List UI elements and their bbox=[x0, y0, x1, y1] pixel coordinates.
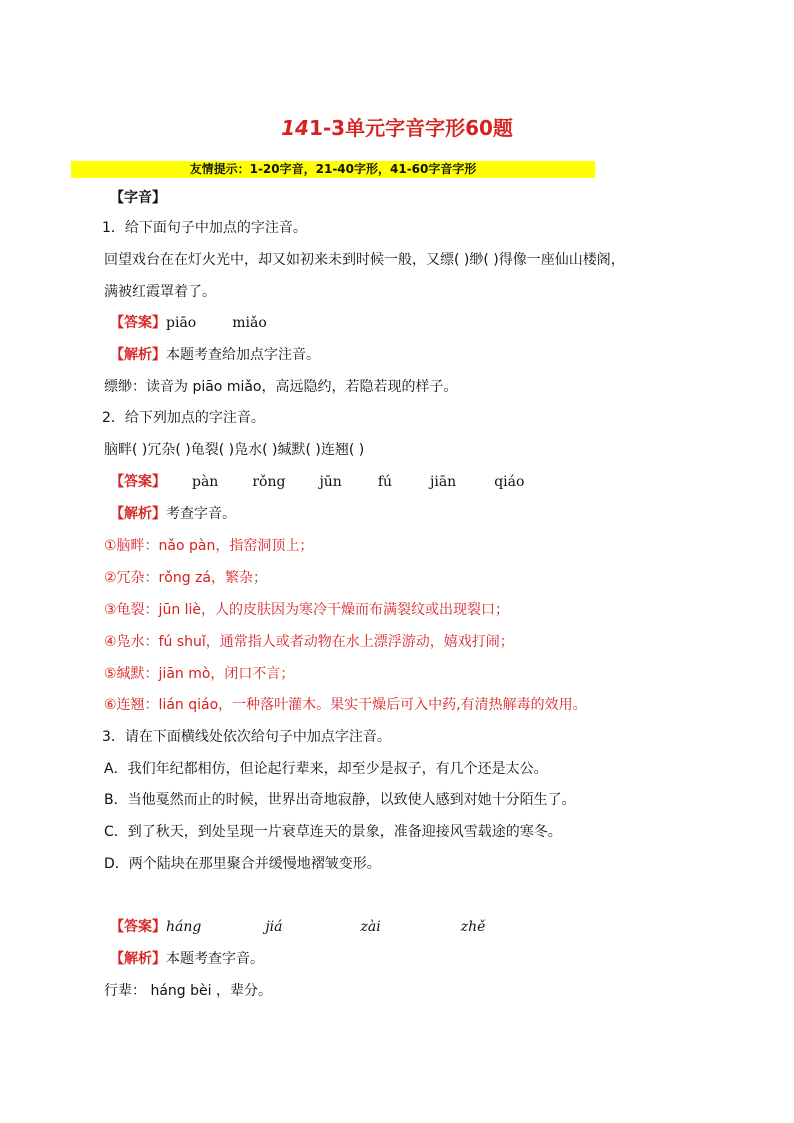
q1-text-line2: 满被红霞罩着了。 bbox=[104, 284, 216, 300]
answer-pinyin-6: qiáo bbox=[494, 474, 525, 490]
tip-banner: 友情提示：1-20字音，21-40字形，41-60字音字形 bbox=[71, 161, 595, 178]
q3-answer bbox=[110, 917, 485, 937]
answer-pinyin-2: jiá bbox=[265, 919, 283, 935]
q1-note: 缥缈：读音为 piāo miǎo，高远隐约，若隐若现的样子。 bbox=[104, 379, 458, 395]
analysis-text: 本题考查字音。 bbox=[166, 951, 264, 967]
q2-note-3: ③龟裂：jūn liè，人的皮肤因为寒冷干燥而布满裂纹或出现裂口； bbox=[104, 602, 510, 618]
q2-stem: 2．给下列加点的字注音。 bbox=[102, 410, 265, 426]
q2-note-5: ⑤缄默：jiān mò，闭口不言； bbox=[104, 666, 295, 682]
q2-note-1: ①脑畔：nǎo pàn，指窑洞顶上； bbox=[104, 538, 314, 554]
answer-label: 【答案】 bbox=[110, 474, 166, 490]
analysis-label: 【解析】 bbox=[110, 347, 166, 363]
answer-pinyin-4: zhě bbox=[460, 919, 486, 935]
q3-option-d: D．两个陆块在那里聚合并缓慢地褶皱变形。 bbox=[104, 856, 381, 872]
q2-answer bbox=[110, 472, 524, 492]
q1-answer bbox=[110, 313, 267, 333]
q3-option-c: C．到了秋天，到处呈现一片衰草连天的景象，准备迎接风雪载途的寒冬。 bbox=[104, 824, 562, 840]
answer-pinyin-1: pàn bbox=[192, 474, 219, 490]
page-title bbox=[0, 112, 794, 141]
answer-pinyin-5: jiān bbox=[430, 474, 457, 490]
answer-pinyin-1: piāo bbox=[166, 315, 197, 331]
answer-pinyin-2: rǒng bbox=[252, 474, 286, 490]
analysis-label: 【解析】 bbox=[110, 951, 166, 967]
q2-note-6: ⑥连翘：lián qiáo，一种落叶灌木。果实干燥后可入中药,有清热解毒的效用。 bbox=[104, 697, 587, 713]
q3-note: 行辈： háng bèi ，辈分。 bbox=[104, 983, 272, 999]
answer-pinyin-2: miǎo bbox=[232, 315, 267, 331]
answer-pinyin-3: zài bbox=[360, 919, 381, 935]
q3-analysis bbox=[110, 949, 264, 969]
analysis-label: 【解析】 bbox=[110, 506, 166, 522]
q2-note-4: ④凫水：fú shuǐ，通常指人或者动物在水上漂浮游动，嬉戏打闹； bbox=[104, 634, 514, 650]
q2-items: 脑畔( )冗杂( )龟裂( )凫水( )缄默( )连翘( ) bbox=[104, 442, 365, 458]
q1-text-line1: 回望戏台在在灯火光中，却又如初来未到时候一般，又缥( )缈( )得像一座仙山楼阁， bbox=[104, 252, 625, 268]
answer-pinyin-3: jūn bbox=[319, 474, 342, 490]
answer-pinyin-1: háng bbox=[166, 919, 202, 935]
title-main: 1-3单元字音字形60题 bbox=[308, 116, 513, 140]
analysis-text: 本题考查给加点字注音。 bbox=[166, 347, 320, 363]
q2-note-2: ②冗杂：rǒng zá，繁杂； bbox=[104, 570, 268, 586]
title-number: 14 bbox=[281, 116, 309, 140]
q3-stem: 3．请在下面横线处依次给句子中加点字注音。 bbox=[102, 729, 391, 745]
q3-option-b: B．当他戛然而止的时候，世界出奇地寂静，以致使人感到对她十分陌生了。 bbox=[104, 792, 576, 808]
answer-pinyin-4: fú bbox=[377, 474, 393, 490]
section-heading: 【字音】 bbox=[110, 190, 166, 206]
q1-stem: 1．给下面句子中加点的字注音。 bbox=[102, 220, 307, 236]
answer-label: 【答案】 bbox=[110, 315, 166, 331]
q2-analysis bbox=[110, 504, 236, 524]
answer-label: 【答案】 bbox=[110, 919, 166, 935]
q3-option-a: A．我们年纪都相仿，但论起行辈来，却至少是叔子，有几个还是太公。 bbox=[104, 761, 548, 777]
q1-analysis bbox=[110, 345, 320, 365]
analysis-text: 考查字音。 bbox=[166, 506, 236, 522]
